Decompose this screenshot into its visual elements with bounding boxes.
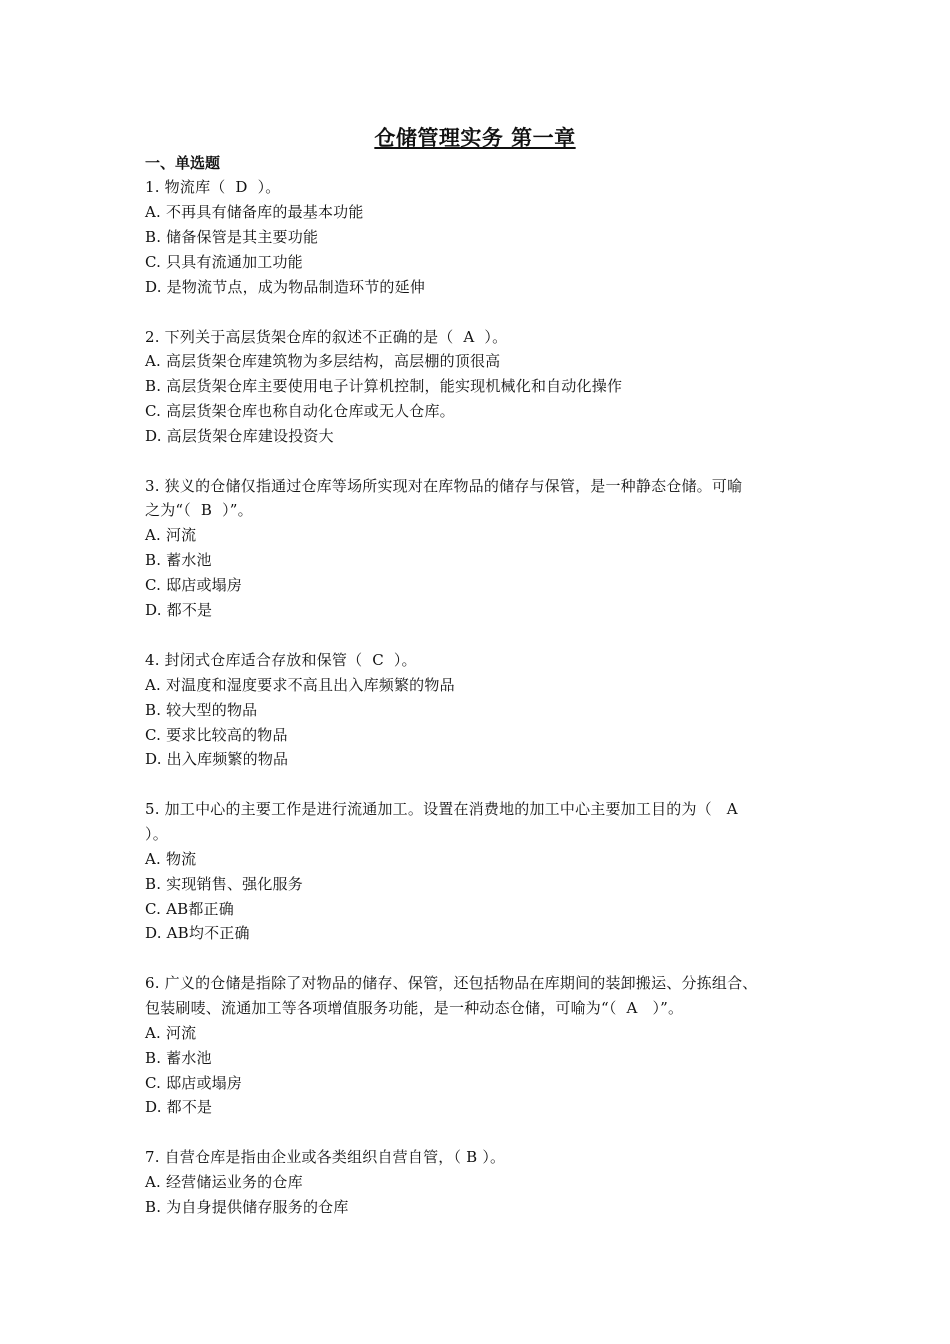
section-heading: 一、单选题 [145,154,221,172]
question-4-stem: 4. 封闭式仓库适合存放和保管（ C ）。 [145,651,417,669]
question-2-option-a: A. 高层货架仓库建筑物为多层结构，高层棚的顶很高 [145,352,501,370]
question-2-option-c: C. 高层货架仓库也称自动化仓库或无人仓库。 [145,402,455,420]
question-2-option-d: D. 高层货架仓库建设投资大 [145,427,334,445]
question-1-option-b: B. 储备保管是其主要功能 [145,228,319,246]
question-3-option-d: D. 都不是 [145,601,213,619]
question-6-option-b: B. 蓄水池 [145,1049,212,1067]
question-3-stem-line-1: 3. 狭义的仓储仅指通过仓库等场所实现对在库物品的储存与保管，是一种静态仓储。可喻 [145,477,743,495]
question-3-stem-line-2: 之为“（ B ）”。 [145,501,253,519]
question-5-stem-line-1: 5. 加工中心的主要工作是进行流通加工。设置在消费地的加工中心主要加工目的为（ A [145,800,738,818]
document-title: 仓储管理实务 第一章 [374,126,576,150]
question-1-option-d: D. 是物流节点，成为物品制造环节的延伸 [145,278,426,296]
question-1-option-a: A. 不再具有储备库的最基本功能 [145,203,364,221]
question-3-option-a: A. 河流 [145,526,197,544]
question-6-stem-line-2: 包装刷唛、流通加工等各项增值服务功能，是一种动态仓储，可喻为“（ A ）”。 [145,999,684,1017]
question-4-option-a: A. 对温度和湿度要求不高且出入库频繁的物品 [145,676,455,694]
question-7-stem: 7. 自营仓库是指由企业或各类组织自营自管，（ B ）。 [145,1148,506,1166]
question-6-option-a: A. 河流 [145,1024,197,1042]
question-5-option-b: B. 实现销售、强化服务 [145,875,303,893]
question-5-option-a: A. 物流 [145,850,197,868]
question-2-option-b: B. 高层货架仓库主要使用电子计算机控制，能实现机械化和自动化操作 [145,377,623,395]
question-6-option-c: C. 邸店或塌房 [145,1074,243,1092]
question-7-option-a: A. 经营储运业务的仓库 [145,1173,303,1191]
question-5-option-d: D. AB均不正确 [145,924,250,942]
question-4-option-b: B. 较大型的物品 [145,701,258,719]
question-6-stem-line-1: 6. 广义的仓储是指除了对物品的储存、保管，还包括物品在库期间的装卸搬运、分拣组合、 [145,974,758,992]
question-1-option-c: C. 只具有流通加工功能 [145,253,303,271]
question-5-option-c: C. AB都正确 [145,900,234,918]
question-7-option-b: B. 为自身提供储存服务的仓库 [145,1198,349,1216]
question-3-option-b: B. 蓄水池 [145,551,212,569]
question-2-stem: 2. 下列关于高层货架仓库的叙述不正确的是（ A ）。 [145,328,508,346]
question-3-option-c: C. 邸店或塌房 [145,576,243,594]
question-6-option-d: D. 都不是 [145,1098,213,1116]
question-4-option-c: C. 要求比较高的物品 [145,726,288,744]
question-4-option-d: D. 出入库频繁的物品 [145,750,289,768]
question-5-stem-line-2: ）。 [145,825,168,843]
question-1-stem: 1. 物流库（ D ）。 [145,178,281,196]
